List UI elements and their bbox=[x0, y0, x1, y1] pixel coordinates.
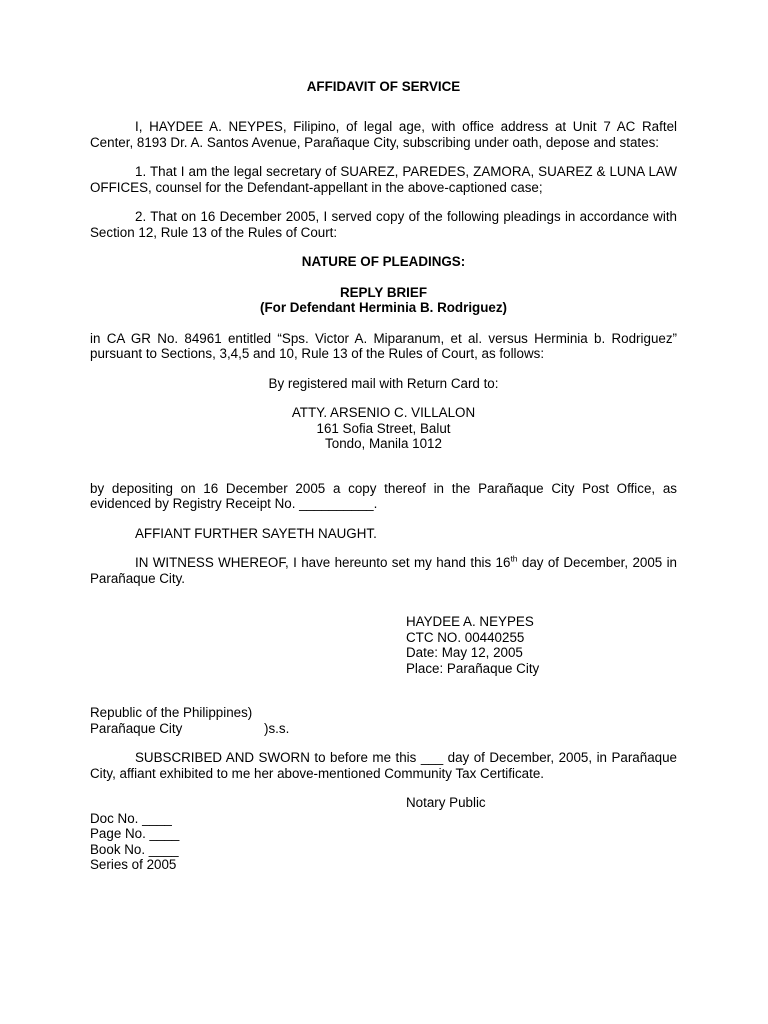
paragraph-2: 2. That on 16 December 2005, I served copy of the following pleadings in accordance with Section 12, Rule 13 of the Rules of Court: bbox=[90, 209, 677, 240]
series-year: Series of 2005 bbox=[90, 857, 177, 872]
venue-line-1: Republic of the Philippines) bbox=[90, 705, 253, 720]
document-body bbox=[90, 79, 677, 873]
notary-public-label: Notary Public bbox=[406, 795, 486, 810]
venue-city: Parañaque City bbox=[90, 720, 183, 736]
deposit-paragraph: by depositing on 16 December 2005 a copy thereof in the Parañaque City Post Office, as evidenced by Registry Receipt No. __________. bbox=[90, 480, 677, 511]
witness-text-end: day of December, 2005 in Parañaque City. bbox=[90, 555, 678, 586]
affiant-date: Date: May 12, 2005 bbox=[406, 645, 523, 660]
naught-paragraph: AFFIANT FURTHER SAYETH NAUGHT. bbox=[135, 525, 377, 541]
witness-paragraph bbox=[90, 555, 677, 586]
affiant-ctc: CTC NO. 00440255 bbox=[406, 629, 525, 645]
doc-number: Doc No. ____ bbox=[90, 810, 172, 826]
case-reference: in CA GR No. 84961 entitled “Sps. Victor A. Miparanum, et al. versus Herminia b. Rodriguez” pursuant to Sections, 3,4,5 and 10, Rule 13 of the Rules of Court, as follows: bbox=[90, 330, 677, 361]
venue-ss: )s.s. bbox=[264, 720, 290, 736]
venue-block bbox=[90, 705, 677, 736]
pleading-subtitle: (For Defendant Herminia B. Rodriguez) bbox=[260, 300, 507, 315]
jurat-paragraph: SUBSCRIBED AND SWORN to before me this ___ day of December, 2005, in Parañaque City, affiant exhibited to me her above-mentioned Community Tax Certificate. bbox=[90, 750, 677, 781]
witness-text-start: IN WITNESS WHEREOF, I have hereunto set my hand this 16 bbox=[135, 555, 511, 570]
addressee-block bbox=[90, 405, 677, 452]
page-number: Page No. ____ bbox=[90, 826, 180, 841]
affiant-signature-block bbox=[406, 614, 677, 676]
addressee-name: ATTY. ARSENIO C. VILLALON bbox=[291, 405, 476, 420]
affiant-name: HAYDEE A. NEYPES bbox=[406, 614, 534, 629]
document-title: AFFIDAVIT OF SERVICE bbox=[306, 79, 461, 94]
mail-method: By registered mail with Return Card to: bbox=[268, 375, 499, 391]
nature-heading: NATURE OF PLEADINGS: bbox=[301, 254, 466, 269]
pleading-title: REPLY BRIEF bbox=[339, 284, 428, 300]
book-number: Book No. ____ bbox=[90, 841, 179, 857]
venue-line-2 bbox=[90, 721, 677, 737]
witness-ordinal: th bbox=[510, 553, 518, 564]
notarial-register bbox=[90, 811, 677, 873]
paragraph-1: 1. That I am the legal secretary of SUAREZ, PAREDES, ZAMORA, SUAREZ & LUNA LAW OFFICES, counsel for the Defendant-appellant in the above-captioned case; bbox=[90, 164, 677, 195]
addressee-street: 161 Sofia Street, Balut bbox=[316, 420, 451, 436]
intro-paragraph: I, HAYDEE A. NEYPES, Filipino, of legal age, with office address at Unit 7 AC Raftel Center, 8193 Dr. A. Santos Avenue, Parañaque City, subscribing under oath, depose and states: bbox=[90, 119, 677, 150]
addressee-city: Tondo, Manila 1012 bbox=[325, 436, 442, 451]
affiant-place: Place: Parañaque City bbox=[406, 660, 540, 676]
